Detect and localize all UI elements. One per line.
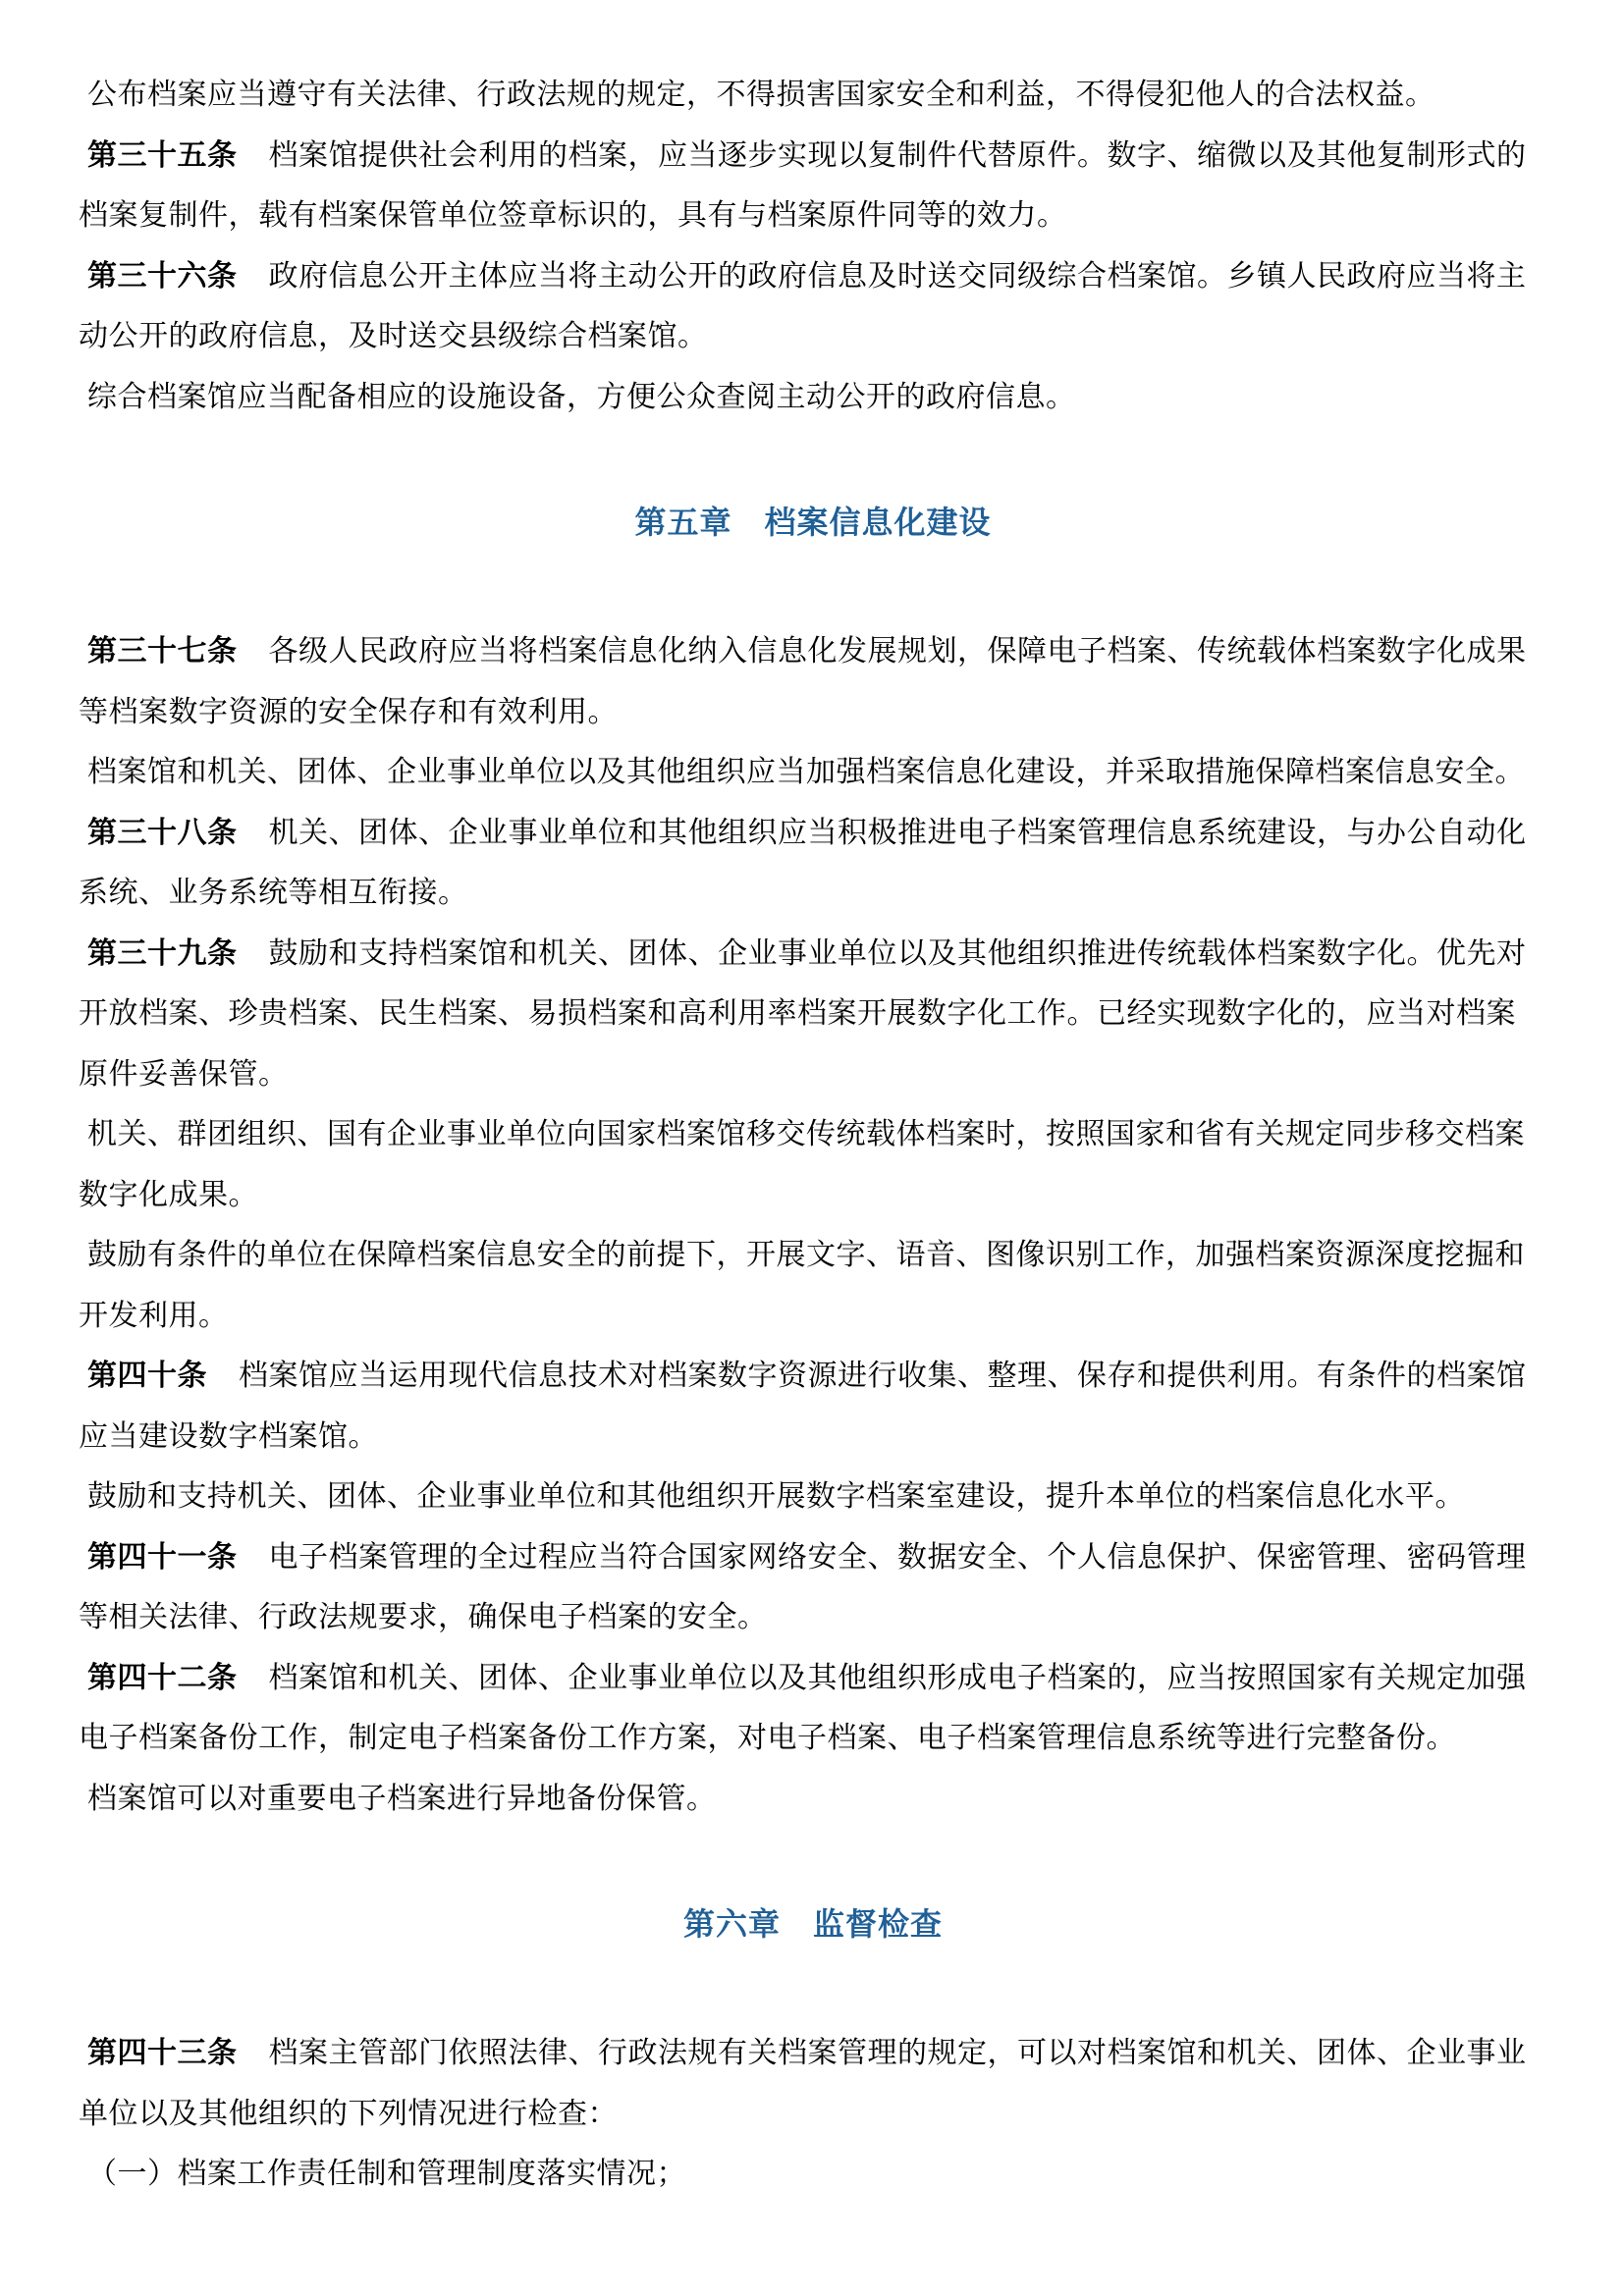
text-line bbox=[79, 65, 1547, 126]
paragraph bbox=[79, 1225, 1547, 1346]
text-line bbox=[79, 1346, 1547, 1407]
article-number: 第三十八条 bbox=[87, 816, 238, 849]
text-line bbox=[79, 1769, 1547, 1830]
line-text: 鼓励和支持档案馆和机关、团体、企业事业单位以及其他组织推进传统载体档案数字化。优先对 bbox=[268, 936, 1527, 970]
line-text: 档案馆和机关、团体、企业事业单位以及其他组织应当加强档案信息化建设，并采取措施保障档案信息安全。 bbox=[87, 756, 1525, 788]
line-text: 电子档案备份工作，制定电子档案备份工作方案，对电子档案、电子档案管理信息系统等进行完整备份。 bbox=[79, 1722, 1456, 1754]
line-text: 开放档案、珍贵档案、民生档案、易损档案和高利用率档案开展数字化工作。已经实现数字化的，应当对档案 bbox=[79, 997, 1516, 1030]
paragraph bbox=[79, 742, 1547, 803]
text-line bbox=[79, 2023, 1547, 2084]
text-line bbox=[79, 924, 1547, 985]
text-line bbox=[79, 1286, 1547, 1347]
line-text: 等相关法律、行政法规要求，确保电子档案的安全。 bbox=[79, 1601, 768, 1633]
text-line bbox=[79, 186, 1547, 246]
text-line bbox=[79, 984, 1547, 1044]
text-line bbox=[79, 126, 1547, 187]
article-number: 第四十一条 bbox=[87, 1540, 238, 1574]
article-number: 第三十五条 bbox=[87, 138, 238, 172]
chapter-heading: 第六章 监督检查 bbox=[682, 1906, 943, 1942]
article-number: 第三十七条 bbox=[87, 635, 238, 667]
paragraph bbox=[79, 2144, 1547, 2205]
line-text: 机关、团体、企业事业单位和其他组织应当积极推进电子档案管理信息系统建设，与办公自动化 bbox=[268, 816, 1527, 849]
line-text: 公布档案应当遵守有关法律、行政法规的规定，不得损害国家安全和利益，不得侵犯他人的合法权益。 bbox=[87, 79, 1435, 111]
text-line bbox=[79, 2084, 1547, 2145]
paragraph bbox=[79, 1648, 1547, 1769]
line-text: 应当建设数字档案馆。 bbox=[79, 1419, 378, 1453]
paragraph bbox=[79, 1346, 1547, 1467]
paragraph bbox=[79, 803, 1547, 924]
paragraph bbox=[79, 621, 1547, 742]
line-text: 综合档案馆应当配备相应的设施设备，方便公众查阅主动公开的政府信息。 bbox=[87, 380, 1076, 413]
line-text: 等档案数字资源的安全保存和有效利用。 bbox=[79, 695, 618, 728]
line-text: （一）档案工作责任制和管理制度落实情况； bbox=[87, 2158, 686, 2190]
line-text: 单位以及其他组织的下列情况进行检查： bbox=[79, 2097, 618, 2130]
paragraph bbox=[79, 246, 1547, 367]
line-text: 系统、业务系统等相互衔接。 bbox=[79, 877, 468, 909]
line-text: 档案馆提供社会利用的档案，应当逐步实现以复制件代替原件。数字、缩微以及其他复制形式的 bbox=[268, 138, 1527, 172]
line-text: 开发利用。 bbox=[79, 1299, 229, 1332]
line-text: 动公开的政府信息，及时送交县级综合档案馆。 bbox=[79, 320, 708, 352]
chapter-heading: 第五章 档案信息化建设 bbox=[634, 505, 992, 540]
line-text: 原件妥善保管。 bbox=[79, 1057, 289, 1091]
paragraph bbox=[79, 126, 1547, 246]
text-line bbox=[79, 2144, 1547, 2205]
line-text: 机关、群团组织、国有企业事业单位向国家档案馆移交传统载体档案时，按照国家和省有关规定同步移交档案 bbox=[87, 1118, 1525, 1150]
text-line bbox=[79, 367, 1547, 428]
article-number: 第四十二条 bbox=[87, 1661, 238, 1694]
text-line bbox=[79, 1648, 1547, 1709]
article-number: 第四十三条 bbox=[87, 2037, 238, 2069]
text-line bbox=[79, 863, 1547, 924]
line-text: 政府信息公开主体应当将主动公开的政府信息及时送交同级综合档案馆。乡镇人民政府应当将主 bbox=[268, 259, 1527, 293]
line-text: 档案馆可以对重要电子档案进行异地备份保管。 bbox=[87, 1782, 717, 1815]
line-text: 档案馆应当运用现代信息技术对档案数字资源进行收集、整理、保存和提供利用。有条件的档案馆 bbox=[239, 1360, 1527, 1392]
text-line bbox=[79, 306, 1547, 367]
text-line bbox=[79, 1104, 1547, 1165]
paragraph bbox=[79, 1467, 1547, 1527]
paragraph bbox=[79, 1769, 1547, 1830]
text-line bbox=[79, 803, 1547, 864]
paragraph bbox=[79, 924, 1547, 1105]
line-text: 档案馆和机关、团体、企业事业单位以及其他组织形成电子档案的，应当按照国家有关规定加强 bbox=[268, 1661, 1527, 1694]
paragraph bbox=[79, 1527, 1547, 1648]
text-line bbox=[79, 1467, 1547, 1527]
line-text: 数字化成果。 bbox=[79, 1178, 258, 1211]
text-line bbox=[79, 621, 1547, 682]
paragraph bbox=[79, 65, 1547, 126]
line-text: 电子档案管理的全过程应当符合国家网络安全、数据安全、个人信息保护、保密管理、密码管理 bbox=[268, 1540, 1527, 1574]
text-line bbox=[79, 742, 1547, 803]
text-line bbox=[79, 1407, 1547, 1468]
text-line bbox=[79, 682, 1547, 743]
paragraph bbox=[79, 1104, 1547, 1225]
text-line bbox=[79, 1225, 1547, 1286]
line-text: 鼓励有条件的单位在保障档案信息安全的前提下，开展文字、语音、图像识别工作，加强档案资源深度挖掘和 bbox=[87, 1239, 1525, 1271]
line-text: 鼓励和支持机关、团体、企业事业单位和其他组织开展数字档案室建设，提升本单位的档案信息化水平。 bbox=[87, 1480, 1465, 1513]
line-text: 档案复制件，载有档案保管单位签章标识的，具有与档案原件同等的效力。 bbox=[79, 199, 1067, 232]
article-number: 第四十条 bbox=[87, 1360, 207, 1392]
text-line bbox=[79, 1587, 1547, 1648]
text-line bbox=[79, 246, 1547, 307]
text-line bbox=[79, 1708, 1547, 1769]
paragraph bbox=[79, 2023, 1547, 2144]
article-number: 第三十九条 bbox=[87, 936, 238, 970]
paragraph bbox=[79, 367, 1547, 428]
article-number: 第三十六条 bbox=[87, 259, 238, 293]
text-line bbox=[79, 1165, 1547, 1226]
text-line bbox=[79, 1044, 1547, 1105]
line-text: 各级人民政府应当将档案信息化纳入信息化发展规划，保障电子档案、传统载体档案数字化成果 bbox=[268, 635, 1527, 667]
text-line bbox=[79, 1527, 1547, 1588]
line-text: 档案主管部门依照法律、行政法规有关档案管理的规定，可以对档案馆和机关、团体、企业事业 bbox=[268, 2037, 1527, 2069]
